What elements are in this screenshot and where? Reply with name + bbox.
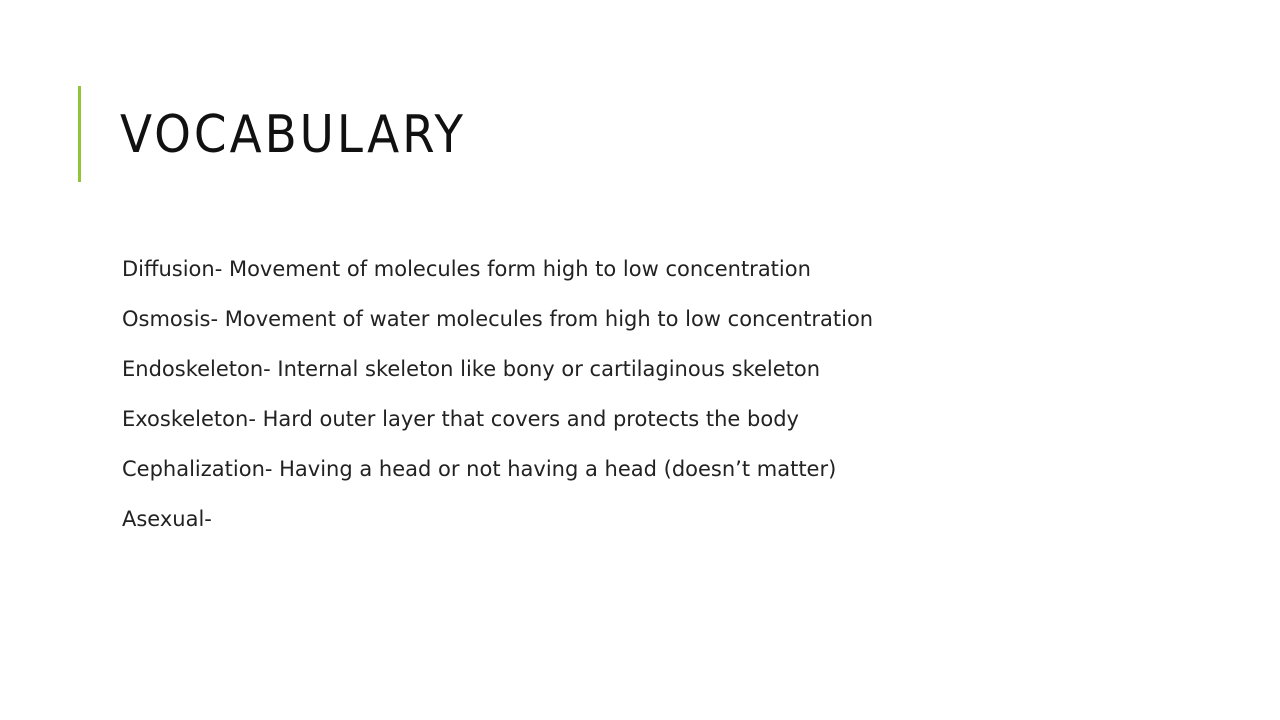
- vocabulary-item-exoskeleton: Exoskeleton- Hard outer layer that covers and protects the body: [122, 407, 799, 431]
- slide-title: VOCABULARY: [120, 105, 466, 165]
- vocabulary-item-diffusion: Diffusion- Movement of molecules form high to low concentration: [122, 257, 811, 281]
- vocabulary-item-cephalization: Cephalization- Having a head or not having a head (doesn’t matter): [122, 457, 837, 481]
- vocabulary-item-asexual: Asexual-: [122, 507, 212, 531]
- vocabulary-list: [122, 244, 1222, 544]
- vocabulary-item-osmosis: Osmosis- Movement of water molecules from high to low concentration: [122, 307, 874, 331]
- vocabulary-item-endoskeleton: Endoskeleton- Internal skeleton like bony or cartilaginous skeleton: [122, 357, 821, 381]
- title-accent-bar: [78, 86, 81, 182]
